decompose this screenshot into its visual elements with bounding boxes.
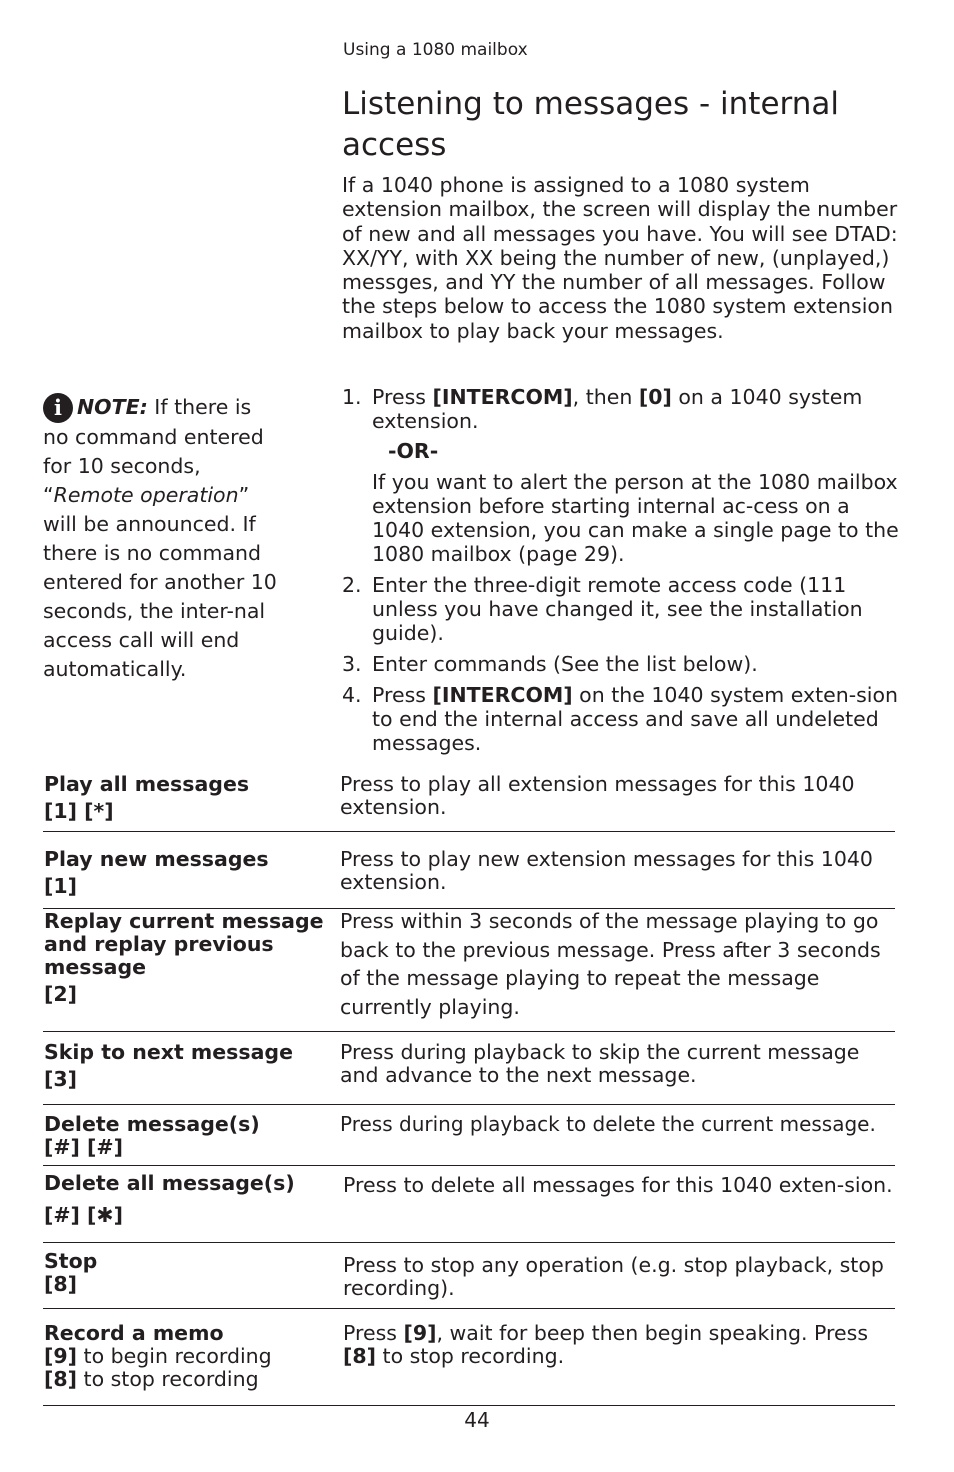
step-key: [INTERCOM] (432, 385, 573, 409)
command-name: Replay current message and replay previous message (44, 909, 324, 979)
command-name: Play all messages (44, 772, 250, 796)
note-text-a: If there is no command entered for 10 seconds, “ (43, 395, 264, 507)
step-alternative: If you want to alert the person at the 1080 mailbox extension before starting internal ac-cess on a 1040 extension, you can make a single page to the 1080 mailbox (page 29). (372, 470, 899, 566)
note-text-b: ” will be announced. If there is no command entered for another 10 seconds, the inter-nal access call will end automatically. (43, 483, 277, 681)
step-text: Enter commands (See the list below). (372, 652, 758, 676)
command-name: Stop (44, 1249, 98, 1273)
desc-text: , wait for beep then begin speaking. Press (436, 1321, 869, 1345)
step-number: 3. (342, 652, 362, 676)
desc-key: [8] (343, 1344, 377, 1368)
command-description: Press to play all extension messages for this 1040 extension. (340, 772, 855, 819)
step-3 (342, 652, 902, 676)
command-label (44, 1250, 324, 1296)
table-row (43, 832, 895, 909)
step-number: 4. (342, 683, 362, 707)
table-row (43, 1105, 895, 1166)
command-key: [3] (44, 1067, 78, 1091)
command-key-text: to begin recording (77, 1344, 272, 1368)
step-text: Press (372, 385, 433, 409)
command-description: Press to delete all messages for this 1040 exten-sion. (343, 1173, 893, 1197)
step-text: on a 1040 system extension. (372, 385, 863, 433)
desc-text: Press (343, 1321, 404, 1345)
step-text: , then (572, 385, 639, 409)
command-description (343, 1322, 898, 1368)
command-name: Delete all message(s) (44, 1171, 295, 1195)
step-number: 2. (342, 573, 362, 597)
desc-key: [9] (403, 1321, 437, 1345)
intro-paragraph: If a 1040 phone is assigned to a 1080 system extension mailbox, the screen will display the number of new and all messages you have. You will see DTAD: XX/YY, with XX being the number of new, (unplayed,) messges, and YY the number of all messages. Follow the steps below to access the 1080 system extension mailbox to play back your messages. (342, 173, 898, 343)
command-description: Press to stop any operation (e.g. stop playback, stop recording). (343, 1253, 884, 1300)
command-description: Press to play new extension messages for this 1040 extension. (340, 847, 873, 894)
table-row (43, 1032, 895, 1105)
step-text: Enter the three-digit remote access code (111 unless you have changed it, see the installation guide). (372, 573, 863, 645)
step-2 (342, 573, 902, 645)
running-header: Using a 1080 mailbox (343, 40, 528, 60)
command-key: [1] [*] (44, 799, 114, 823)
steps-list (342, 385, 902, 755)
command-key: [8] (44, 1367, 78, 1391)
command-description: Press during playback to skip the current message and advance to the next message. (340, 1040, 860, 1087)
step-key: [0] (638, 385, 672, 409)
command-label (44, 1172, 324, 1227)
command-label (44, 1322, 324, 1391)
command-key: [1] (44, 874, 78, 898)
command-label (44, 1041, 324, 1091)
table-row (43, 1243, 895, 1309)
command-name: Delete message(s) (44, 1112, 260, 1136)
step-text: on the 1040 system exten-sion to end the internal access and save all undeleted messages. (372, 683, 899, 755)
table-row (43, 770, 895, 832)
page-number: 44 (464, 1408, 490, 1432)
command-key: [8] (44, 1272, 78, 1296)
note-label: NOTE: (77, 395, 148, 419)
page-title: Listening to messages - internal access (342, 86, 839, 163)
step-key: [INTERCOM] (432, 683, 573, 707)
command-label (44, 1113, 324, 1159)
table-row (43, 909, 895, 1032)
command-label (44, 773, 324, 823)
command-key: [9] (44, 1344, 78, 1368)
table-row (43, 1309, 895, 1406)
command-key-text: to stop recording (77, 1367, 259, 1391)
command-key-line (44, 1368, 324, 1391)
table-row (43, 1166, 895, 1243)
command-description: Press during playback to delete the current message. (340, 1112, 876, 1136)
note-box (43, 393, 283, 684)
step-text: Press (372, 683, 433, 707)
note-emphasis: Remote operation (53, 483, 239, 507)
command-key: [#] [#] (44, 1135, 123, 1159)
command-key: [2] (44, 982, 78, 1006)
or-separator: -OR- (388, 439, 439, 463)
command-key: [#] [✱] (44, 1203, 123, 1227)
step-4 (342, 683, 902, 755)
command-name: Play new messages (44, 847, 269, 871)
desc-text: to stop recording. (376, 1344, 565, 1368)
command-label (44, 848, 324, 898)
command-name: Skip to next message (44, 1040, 293, 1064)
step-1 (342, 385, 902, 566)
command-description: Press within 3 seconds of the message playing to go back to the previous message. Press after 3 seconds of the message playing to repeat the message currently playing. (340, 909, 881, 1019)
step-number: 1. (342, 385, 362, 409)
info-icon: i (43, 393, 73, 423)
command-key-line (44, 1345, 324, 1368)
command-name: Record a memo (44, 1321, 224, 1345)
command-label (44, 910, 324, 1006)
